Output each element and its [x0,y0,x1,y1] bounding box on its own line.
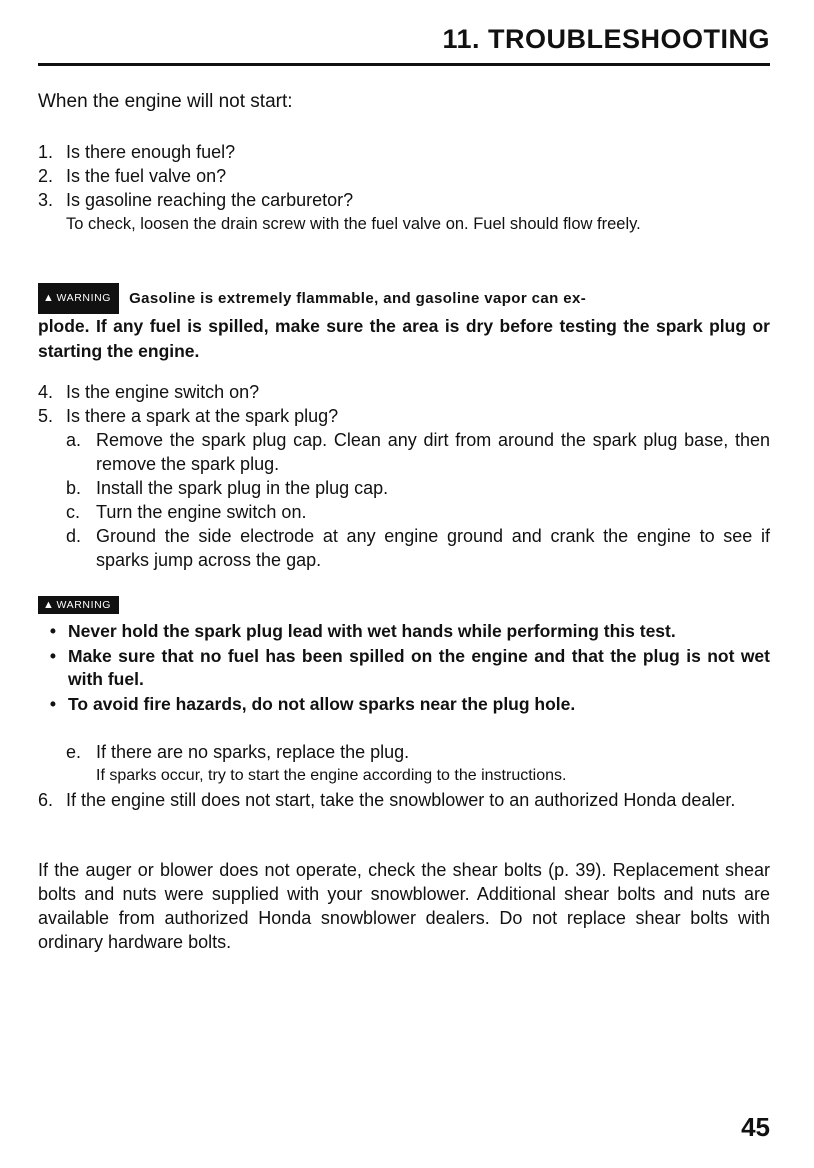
warning-badge: ▲ WARNING [38,596,119,614]
substep-a: a. Remove the spark plug cap. Clean any dirt from around the spark plug base, then remove the spark plug. [66,430,770,474]
warning-triangle-icon: ▲ [43,292,55,304]
substep-b: b. Install the spark plug in the plug cap. [66,478,389,498]
step-6: 6. If the engine still does not start, take the snowblower to an authorized Honda dealer. [38,790,736,810]
fuel-warning: ▲ WARNING Gasoline is extremely flammable, and gasoline vapor can ex- plode. If any fuel is spilled, make sure the area is dry before testing the spark plug or starting the engine. [38,283,770,364]
manual-page [38,0,770,1168]
substep-d: d. Ground the side electrode at any engine ground and crank the engine to see if sparks jump across the gap. [66,526,770,570]
bullet-icon: • [49,694,57,715]
step-3: 3. Is gasoline reaching the carburetor? [38,190,354,210]
warning-bullet: • Never hold the spark plug lead with wet hands while performing this test. [38,620,770,643]
bullet-icon: • [49,646,57,667]
bullet-icon: • [49,621,57,642]
step-2: 2. Is the fuel valve on? [38,166,227,186]
substep-c: c. Turn the engine switch on. [66,502,307,522]
warning-badge: ▲ WARNING [38,283,119,314]
warning-bullet: • To avoid fire hazards, do not allow sparks near the plug hole. [38,693,770,716]
closing-paragraph: If the auger or blower does not operate, check the shear bolts (p. 39). Replacement shear bolts and nuts were supplied with your snowblower. Additional shear bolts and nuts are available from authorized Honda snowblower dealers. Do not replace shear bolts with ordinary hardware bolts. [38,860,770,952]
steps-1-3 [38,140,770,236]
steps-e-6 [38,740,770,812]
warning-triangle-icon: ▲ [43,599,55,611]
spark-warning [38,596,770,718]
substep-e: e. If there are no sparks, replace the plug. [66,742,410,762]
step-3-note: To check, loosen the drain screw with the fuel valve on. Fuel should flow freely. [66,215,641,233]
page-number: 45 [741,1112,770,1142]
warning-bullet: • Make sure that no fuel has been spilled on the engine and that the plug is not wet with fuel. [38,645,770,691]
steps-4-5 [38,380,770,572]
intro-text: When the engine will not start: [38,91,293,112]
step-5: 5. Is there a spark at the spark plug? [38,406,339,426]
title-rule [38,63,770,66]
step-4: 4. Is the engine switch on? [38,382,260,402]
step-1: 1. Is there enough fuel? [38,142,236,162]
substep-e-note: If sparks occur, try to start the engine according to the instructions. [96,767,567,784]
page-title: 11. TROUBLESHOOTING [442,24,770,54]
